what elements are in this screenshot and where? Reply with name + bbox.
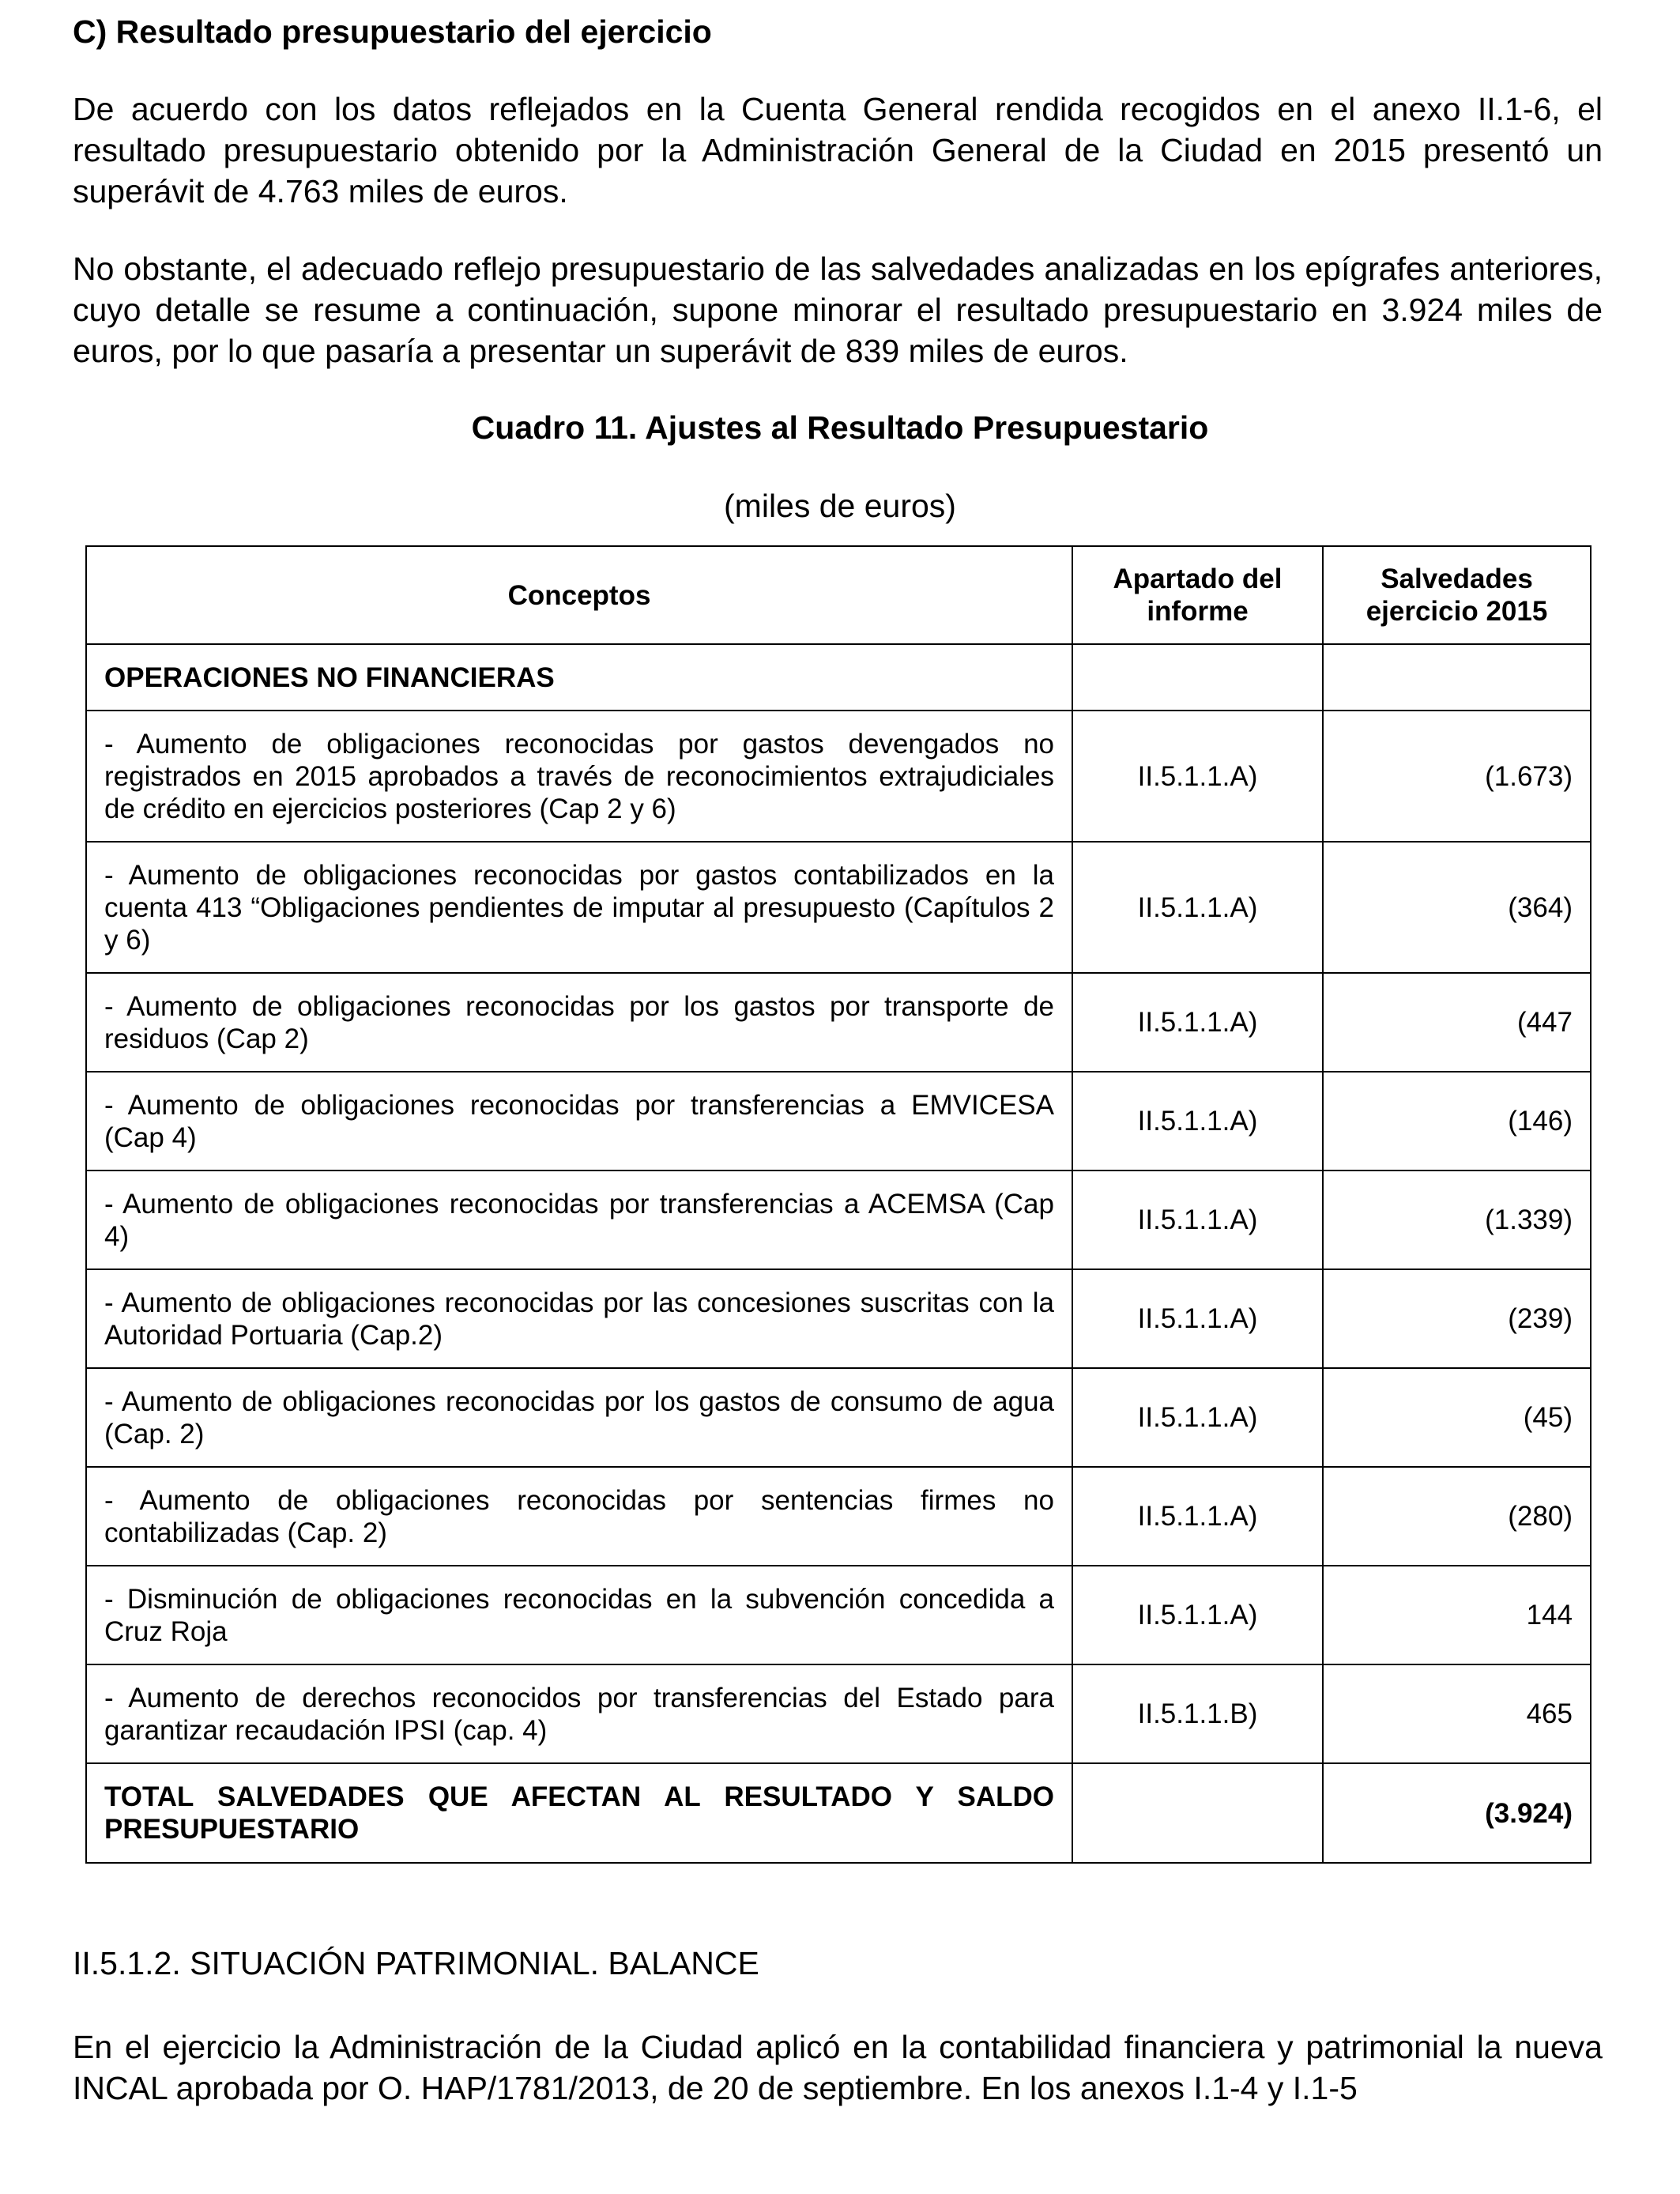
header-apartado: Apartado del informe <box>1072 546 1323 644</box>
row-value: (239) <box>1323 1269 1591 1368</box>
row-ref: II.5.1.1.A) <box>1072 1566 1323 1664</box>
adjustments-table <box>85 545 1591 1864</box>
table-row <box>86 1072 1591 1171</box>
header-conceptos: Conceptos <box>86 546 1072 644</box>
table-row <box>86 711 1591 842</box>
table-row <box>86 973 1591 1072</box>
row-ref: II.5.1.1.B) <box>1072 1664 1323 1763</box>
row-value: (447 <box>1323 973 1591 1072</box>
section-ref <box>1072 644 1323 711</box>
row-ref: II.5.1.1.A) <box>1072 1368 1323 1467</box>
header-salvedades: Salvedades ejercicio 2015 <box>1323 546 1591 644</box>
table-row <box>86 1171 1591 1269</box>
section-heading-balance: II.5.1.2. SITUACIÓN PATRIMONIAL. BALANCE <box>73 1945 759 1981</box>
paragraph-incal: En el ejercicio la Administración de la Ciudad aplicó en la contabilidad financiera y patrimonial la nueva INCAL aprobada por O. HAP/1781/2013, de 20 de septiembre. En los anexos I.1-4 y I.1-5 <box>73 2029 1603 2106</box>
table-row <box>86 842 1591 973</box>
table-row <box>86 1566 1591 1664</box>
row-value: 144 <box>1323 1566 1591 1664</box>
row-ref: II.5.1.1.A) <box>1072 842 1323 973</box>
row-value: (364) <box>1323 842 1591 973</box>
total-concept: TOTAL SALVEDADES QUE AFECTAN AL RESULTADO Y SALDO PRESUPUESTARIO <box>86 1763 1072 1863</box>
paragraph-resultado: De acuerdo con los datos reflejados en la Cuenta General rendida recogidos en el anexo II.1-6, el resultado presupuestario obtenido por la Administración General de la Ciudad en 2015 presentó un superávit de 4.763 miles de euros. <box>73 91 1603 209</box>
row-concept: - Aumento de obligaciones reconocidas por los gastos de consumo de agua (Cap. 2) <box>86 1368 1072 1467</box>
total-value: (3.924) <box>1323 1763 1591 1863</box>
row-concept: - Aumento de obligaciones reconocidas por las concesiones suscritas con la Autoridad Portuaria (Cap.2) <box>86 1269 1072 1368</box>
row-value: (45) <box>1323 1368 1591 1467</box>
table-row <box>86 1368 1591 1467</box>
row-concept: - Aumento de obligaciones reconocidas por gastos contabilizados en la cuenta 413 “Obligaciones pendientes de imputar al presupuesto (Capítulos 2 y 6) <box>86 842 1072 973</box>
row-value: (1.673) <box>1323 711 1591 842</box>
row-value: 465 <box>1323 1664 1591 1763</box>
section-label: OPERACIONES NO FINANCIERAS <box>86 644 1072 711</box>
row-ref: II.5.1.1.A) <box>1072 711 1323 842</box>
row-concept: - Aumento de obligaciones reconocidas por transferencias a EMVICESA (Cap 4) <box>86 1072 1072 1171</box>
table-row <box>86 1664 1591 1763</box>
table-header-row <box>86 546 1591 644</box>
row-ref: II.5.1.1.A) <box>1072 1072 1323 1171</box>
row-concept: - Aumento de obligaciones reconocidas por gastos devengados no registrados en 2015 aprobados a través de reconocimientos extrajudiciales de crédito en ejercicios posteriores (Cap 2 y 6) <box>86 711 1072 842</box>
section-heading-resultado: C) Resultado presupuestario del ejercicio <box>73 13 712 50</box>
total-row <box>86 1763 1591 1863</box>
total-ref <box>1072 1763 1323 1863</box>
row-ref: II.5.1.1.A) <box>1072 1171 1323 1269</box>
row-value: (280) <box>1323 1467 1591 1566</box>
row-concept: - Aumento de obligaciones reconocidas por sentencias firmes no contabilizadas (Cap. 2) <box>86 1467 1072 1566</box>
table-row <box>86 1269 1591 1368</box>
row-ref: II.5.1.1.A) <box>1072 1467 1323 1566</box>
row-ref: II.5.1.1.A) <box>1072 1269 1323 1368</box>
row-concept: - Aumento de obligaciones reconocidas por transferencias a ACEMSA (Cap 4) <box>86 1171 1072 1269</box>
row-concept: - Aumento de obligaciones reconocidas por los gastos por transporte de residuos (Cap 2) <box>86 973 1072 1072</box>
paragraph-salvedades: No obstante, el adecuado reflejo presupuestario de las salvedades analizadas en los epígrafes anteriores, cuyo detalle se resume a continuación, supone minorar el resultado presupuestario en 3.924 miles de euros, por lo que pasaría a presentar un superávit de 839 miles de euros. <box>73 251 1603 369</box>
table-title: Cuadro 11. Ajustes al Resultado Presupuestario <box>471 409 1209 446</box>
row-ref: II.5.1.1.A) <box>1072 973 1323 1072</box>
table-subtitle: (miles de euros) <box>724 488 956 524</box>
row-value: (146) <box>1323 1072 1591 1171</box>
section-row <box>86 644 1591 711</box>
table-row <box>86 1467 1591 1566</box>
row-concept: - Disminución de obligaciones reconocidas en la subvención concedida a Cruz Roja <box>86 1566 1072 1664</box>
row-value: (1.339) <box>1323 1171 1591 1269</box>
section-value <box>1323 644 1591 711</box>
row-concept: - Aumento de derechos reconocidos por transferencias del Estado para garantizar recaudación IPSI (cap. 4) <box>86 1664 1072 1763</box>
